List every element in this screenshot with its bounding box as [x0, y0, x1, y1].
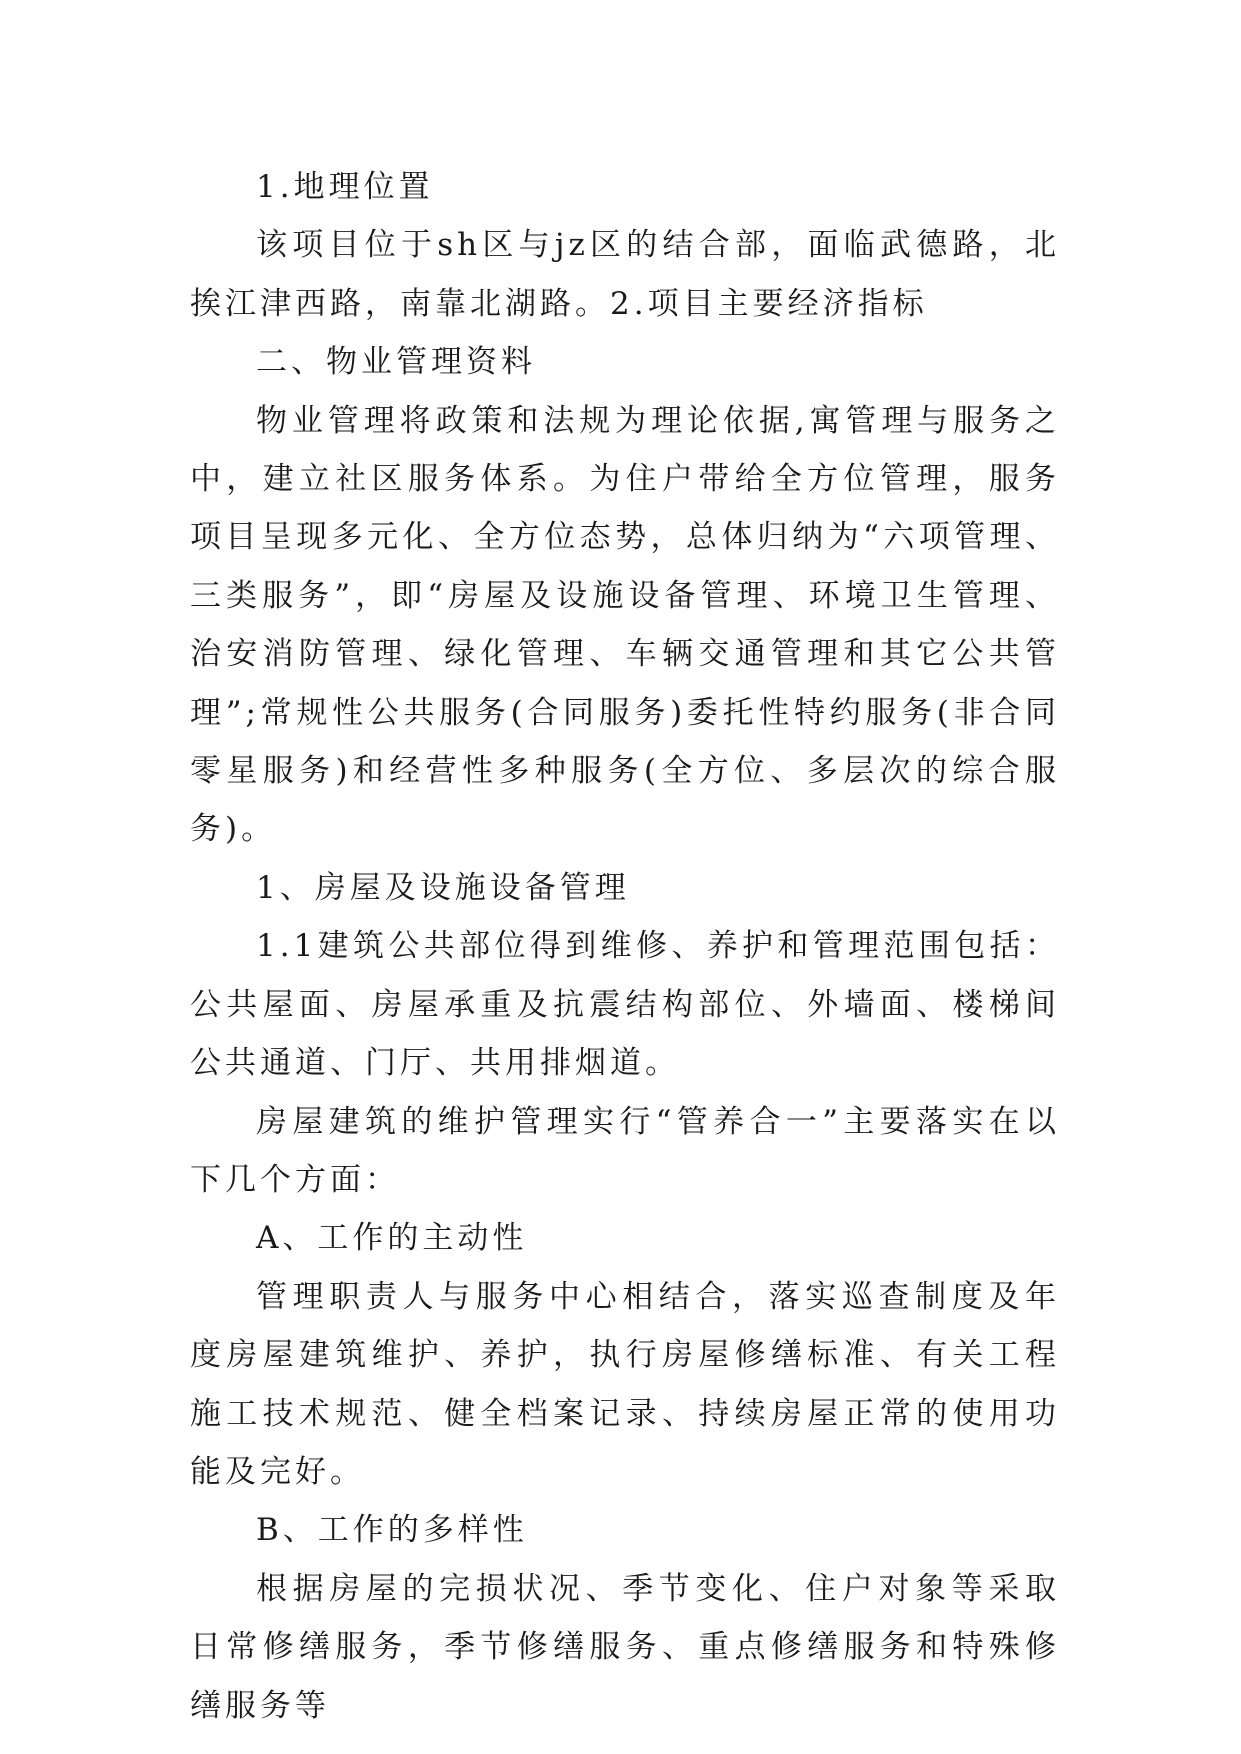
paragraph-maintenance-scope: 1.1建筑公共部位得到维修、养护和管理范围包括：公共屋面、房屋承重及抗震结构部位、外墙面、楼梯间公共通道、门厅、共用排烟道。 [190, 928, 1060, 1082]
paragraph-maintenance-principle: 房屋建筑的维护管理实行“管养合一”主要落实在以下几个方面： [190, 1103, 1060, 1198]
heading-building-facilities: 1、房屋及设施设备管理 [256, 869, 630, 906]
heading-geographic-location: 1.地理位置 [256, 169, 434, 205]
paragraph-diversity: 根据房屋的完损状况、季节变化、住户对象等采取日常修缮服务，季节修缮服务、重点修缮服务和特殊修缮服务等 [190, 1570, 1060, 1724]
paragraph-location-description: 该项目位于sh区与jz区的结合部，面临武德路，北挨江津西路，南靠北湖路。2.项目主要经济指标 [190, 227, 1060, 322]
paragraph-management-overview: 物业管理将政策和法规为理论依据,寓管理与服务之中，建立社区服务体系。为住户带给全方位管理，服务项目呈现多元化、全方位态势，总体归纳为“六项管理、三类服务”，即“房屋及设施设备管理、环境卫生管理、治安消防管理、绿化管理、车辆交通管理和其它公共管理”;常规性公共服务(合同服务)委托性特约服务(非合同零星服务)和经营性多种服务(全方位、多层次的综合服务)。 [190, 402, 1060, 848]
document-body [190, 158, 1060, 1735]
heading-initiative: A、工作的主动性 [256, 1220, 528, 1257]
heading-diversity: B、工作的多样性 [256, 1512, 528, 1549]
heading-property-management: 二、物业管理资料 [256, 344, 536, 381]
paragraph-initiative: 管理职责人与服务中心相结合，落实巡查制度及年度房屋建筑维护、养护，执行房屋修缮标准、有关工程施工技术规范、健全档案记录、持续房屋正常的使用功能及完好。 [190, 1278, 1060, 1490]
